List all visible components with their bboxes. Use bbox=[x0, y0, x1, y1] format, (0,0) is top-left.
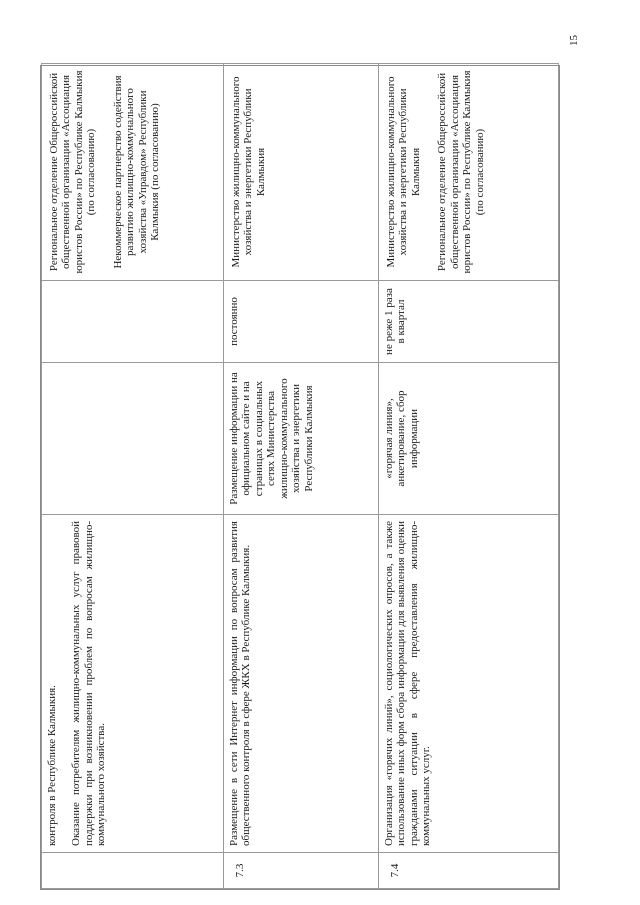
executor-entry: Региональное отделение Общероссийской общественной организации «Ассоциация юристов России» по Республике Калмыкия (по согласованию) bbox=[436, 70, 486, 274]
table-row bbox=[379, 64, 559, 889]
row-number: 7.3 bbox=[224, 853, 379, 889]
executor-entry: Некоммерческое партнерство содействия развитию жилищно-коммунального хозяйства «Управдом» Республики Калмыкия (по согласованию) bbox=[111, 75, 161, 269]
description-paragraph: Организация «горячих линий», социологических опросов, а также использование иных форм сбора информации для выявления оценки гражданами ситуации в сфере предоставления жилищно-коммунальных услуг. bbox=[383, 521, 433, 846]
measures-table bbox=[40, 65, 560, 890]
measure-frequency: не реже 1 раза в квартал bbox=[379, 281, 559, 363]
measure-form bbox=[42, 363, 224, 515]
measure-form: «горячая линия», анкетирование, сбор информации bbox=[379, 363, 559, 515]
measure-form: Размещение информации на официальном сайте и на страницах в социальных сетях Министерства жилищно-коммунального хозяйства и энергетики Республики Калмыкия bbox=[224, 363, 379, 515]
table-row bbox=[42, 64, 224, 889]
measure-description bbox=[224, 515, 379, 853]
measure-executors bbox=[379, 64, 559, 281]
measure-frequency bbox=[42, 281, 224, 363]
measure-frequency: постоянно bbox=[224, 281, 379, 363]
executor-entry: Министерство жилищно-коммунального хозяйства и энергетики Республики Калмыкия bbox=[230, 76, 267, 268]
executor-entry: Министерство жилищно-коммунального хозяйства и энергетики Республики Калмыкия bbox=[385, 76, 422, 268]
measure-description bbox=[379, 515, 559, 853]
measure-executors bbox=[224, 64, 379, 281]
description-paragraph: контроля в Республике Калмыкия. bbox=[46, 685, 58, 846]
measure-description bbox=[42, 515, 224, 853]
description-paragraph: Размещение в сети Интернет информации по вопросам развития общественного контроля в сфере ЖКХ в Республике Калмыкия. bbox=[228, 521, 253, 846]
row-number bbox=[42, 853, 224, 889]
row-number: 7.4 bbox=[379, 853, 559, 889]
executor-entry: Региональное отделение Общероссийской общественной организации «Ассоциация юристов России» по Республике Калмыкия (по согласованию) bbox=[48, 70, 98, 274]
table-row bbox=[224, 64, 379, 889]
measure-executors bbox=[42, 64, 224, 281]
page-number: 15 bbox=[568, 35, 580, 46]
description-paragraph: Оказание потребителям жилищно-коммунальных услуг правовой поддержки при возникновении проблем по вопросам жилищно-коммунального хозяйства. bbox=[70, 521, 108, 846]
